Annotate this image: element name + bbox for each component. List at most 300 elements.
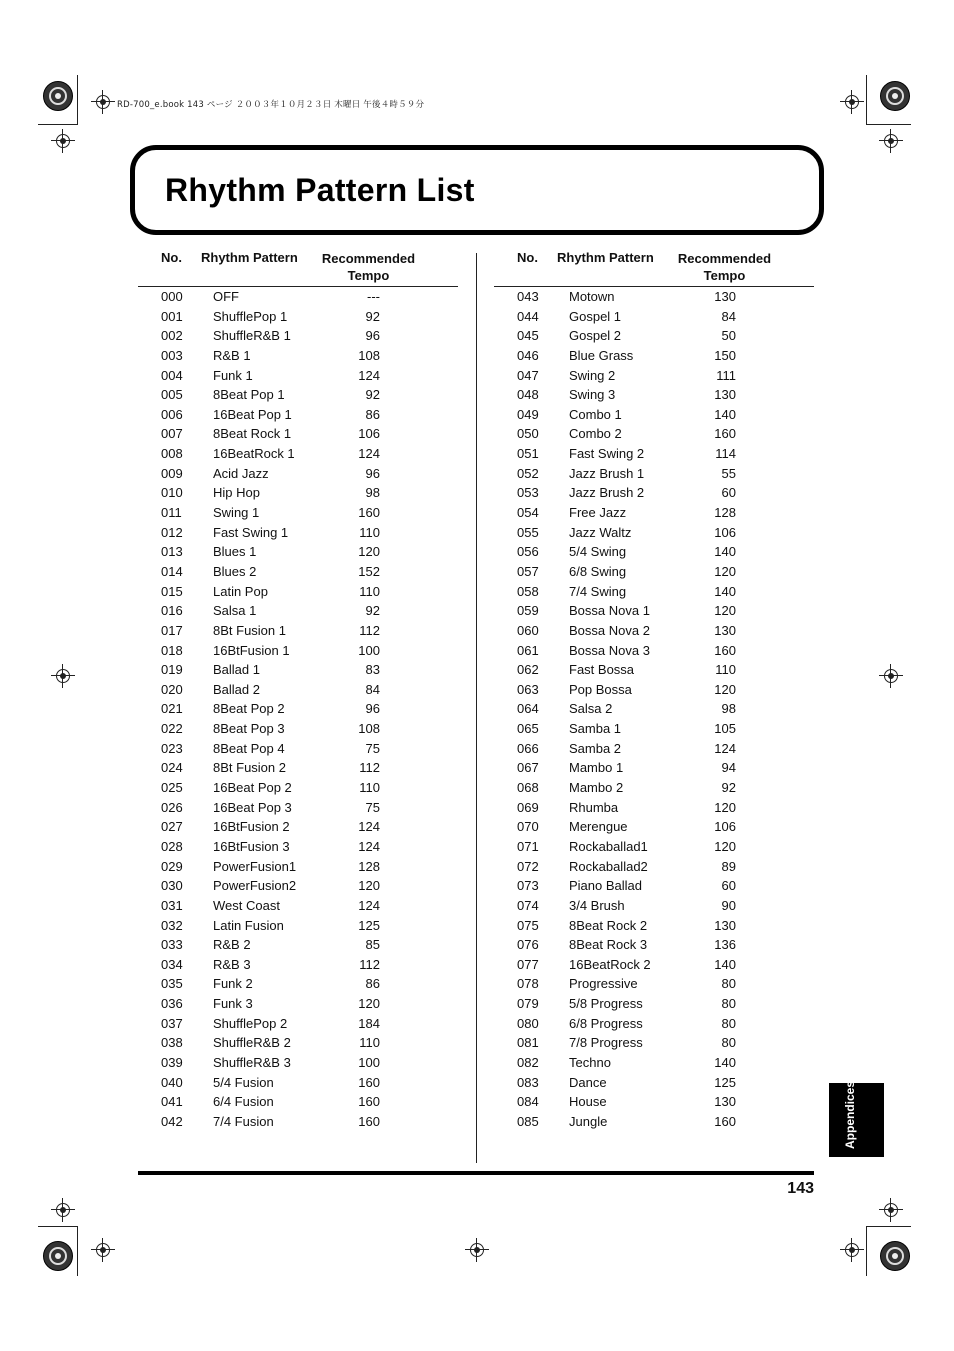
table-row <box>494 1034 814 1054</box>
row-tempo: 160 <box>714 642 736 658</box>
row-number: 022 <box>161 721 183 737</box>
row-number: 049 <box>517 406 539 422</box>
row-tempo: 120 <box>714 681 736 697</box>
row-pattern: Progressive <box>569 976 638 992</box>
crosshair-mark-icon <box>884 134 898 148</box>
row-tempo: 110 <box>359 1035 380 1051</box>
row-tempo: 110 <box>359 524 380 540</box>
table-row <box>138 425 458 445</box>
row-pattern: 8Beat Rock 2 <box>569 917 648 933</box>
row-pattern: 8Bt Fusion 2 <box>213 760 286 776</box>
row-pattern: R&B 1 <box>213 347 251 363</box>
table-row <box>494 642 814 662</box>
table-row <box>138 406 458 426</box>
row-pattern: 7/4 Swing <box>569 583 627 599</box>
table-row <box>138 1015 458 1035</box>
table-row <box>138 445 458 465</box>
row-number: 070 <box>517 819 539 835</box>
row-pattern: Hip Hop <box>213 485 260 501</box>
row-number: 043 <box>517 289 539 304</box>
table-row <box>138 602 458 622</box>
row-pattern: 6/4 Fusion <box>213 1094 274 1110</box>
row-pattern: PowerFusion2 <box>213 878 297 894</box>
table-row <box>494 1015 814 1035</box>
table-row <box>494 877 814 897</box>
row-pattern: Swing 3 <box>569 387 616 403</box>
row-number: 004 <box>161 367 183 383</box>
row-pattern: 8Beat Rock 1 <box>213 426 292 442</box>
row-number: 075 <box>517 917 539 933</box>
table-row <box>138 759 458 779</box>
table-row <box>494 347 814 367</box>
row-pattern: Jazz Waltz <box>569 524 632 540</box>
table-row <box>494 327 814 347</box>
row-pattern: Rockaballad1 <box>569 838 648 854</box>
row-tempo: 125 <box>358 917 380 933</box>
crosshair-mark-icon <box>96 95 110 109</box>
row-pattern: 16BeatRock 1 <box>213 446 295 462</box>
table-row <box>494 445 814 465</box>
table-row <box>138 877 458 897</box>
row-pattern: Jazz Brush 1 <box>569 465 645 481</box>
table-row <box>138 700 458 720</box>
row-pattern: 16Beat Pop 3 <box>213 799 292 815</box>
row-number: 048 <box>517 387 539 403</box>
row-tempo: 75 <box>365 740 380 756</box>
row-number: 053 <box>517 485 539 501</box>
table-row <box>494 524 814 544</box>
row-number: 026 <box>161 799 183 815</box>
crosshair-mark-icon <box>845 95 859 109</box>
row-number: 027 <box>161 819 183 835</box>
table-row <box>494 799 814 819</box>
row-pattern: ShufflePop 1 <box>213 308 288 324</box>
table-row <box>138 563 458 583</box>
row-tempo: 84 <box>365 681 380 697</box>
row-pattern: 8Beat Pop 3 <box>213 721 285 737</box>
row-tempo: 114 <box>715 446 736 462</box>
row-tempo: 140 <box>714 406 736 422</box>
table-row <box>138 720 458 740</box>
row-number: 065 <box>517 721 539 737</box>
row-number: 071 <box>517 838 539 854</box>
table-row <box>494 936 814 956</box>
row-pattern: Funk 1 <box>213 367 253 383</box>
row-number: 074 <box>517 897 539 913</box>
row-tempo: 55 <box>721 465 736 481</box>
row-number: 076 <box>517 937 539 953</box>
row-number: 001 <box>161 308 183 324</box>
row-pattern: Swing 1 <box>213 505 260 521</box>
table-row <box>494 425 814 445</box>
table-row <box>494 1113 814 1133</box>
row-tempo: 86 <box>365 976 380 992</box>
row-number: 003 <box>161 347 183 363</box>
row-pattern: Ballad 2 <box>213 681 260 697</box>
row-number: 015 <box>161 583 183 599</box>
table-row <box>494 386 814 406</box>
row-pattern: ShuffleR&B 3 <box>213 1054 291 1070</box>
crop-line <box>77 1226 78 1276</box>
table-row <box>494 406 814 426</box>
table-row <box>494 1093 814 1113</box>
row-tempo: 124 <box>358 819 380 835</box>
row-pattern: Mambo 1 <box>569 760 624 776</box>
row-number: 025 <box>161 780 183 796</box>
row-number: 031 <box>161 897 183 913</box>
page-number: 143 <box>787 1180 814 1197</box>
registration-target-icon <box>43 81 73 111</box>
row-tempo: 120 <box>358 996 380 1012</box>
table-row <box>494 543 814 563</box>
row-pattern: ShuffleR&B 1 <box>213 328 291 344</box>
row-pattern: Jazz Brush 2 <box>569 485 645 501</box>
crosshair-mark-icon <box>56 669 70 683</box>
row-tempo: 130 <box>714 387 736 403</box>
row-pattern: 6/8 Swing <box>569 563 627 579</box>
table-row <box>138 1093 458 1113</box>
row-pattern: 8Beat Pop 4 <box>213 740 285 756</box>
table-row <box>138 543 458 563</box>
table-row <box>138 975 458 995</box>
row-pattern: 16Beat Pop 1 <box>213 406 292 422</box>
row-pattern: Piano Ballad <box>569 878 642 894</box>
row-number: 000 <box>161 289 183 304</box>
row-tempo: 98 <box>365 485 380 501</box>
row-pattern: Salsa 2 <box>569 701 613 717</box>
header-no: No. <box>161 250 182 265</box>
table-row <box>494 1074 814 1094</box>
row-pattern: 16BtFusion 3 <box>213 838 290 854</box>
row-pattern: Fast Swing 2 <box>569 446 645 462</box>
row-pattern: Funk 3 <box>213 996 253 1012</box>
table-row <box>494 563 814 583</box>
row-number: 047 <box>517 367 539 383</box>
row-tempo: 110 <box>359 583 380 599</box>
row-tempo: 96 <box>365 701 380 717</box>
row-tempo: 140 <box>714 956 736 972</box>
row-number: 059 <box>517 603 539 619</box>
row-pattern: Bossa Nova 2 <box>569 622 650 638</box>
row-tempo: 89 <box>721 858 736 874</box>
row-tempo: 92 <box>365 308 380 324</box>
row-number: 072 <box>517 858 539 874</box>
table-row <box>138 917 458 937</box>
row-tempo: 120 <box>358 878 380 894</box>
page-title: Rhythm Pattern List <box>165 172 475 208</box>
row-pattern: PowerFusion1 <box>213 858 297 874</box>
row-tempo: 110 <box>715 662 736 678</box>
row-tempo: 160 <box>714 1113 736 1129</box>
section-tab <box>829 1080 884 1157</box>
row-pattern: Fast Swing 1 <box>213 524 289 540</box>
table-row <box>138 936 458 956</box>
table-row <box>138 367 458 387</box>
row-number: 024 <box>161 760 183 776</box>
table-row <box>138 583 458 603</box>
table-header <box>494 248 814 287</box>
row-number: 052 <box>517 465 539 481</box>
row-tempo: 75 <box>365 799 380 815</box>
table-row <box>138 995 458 1015</box>
table-row <box>494 779 814 799</box>
row-pattern: Rhumba <box>569 799 619 815</box>
crosshair-mark-icon <box>884 669 898 683</box>
row-number: 055 <box>517 524 539 540</box>
row-tempo: 80 <box>721 976 736 992</box>
row-tempo: 112 <box>359 760 380 776</box>
row-number: 058 <box>517 583 539 599</box>
row-number: 005 <box>161 387 183 403</box>
row-number: 062 <box>517 662 539 678</box>
registration-target-icon <box>43 1241 73 1271</box>
header-tempo: Recommended Tempo <box>321 251 416 283</box>
row-number: 021 <box>161 701 183 717</box>
row-number: 036 <box>161 996 183 1012</box>
row-pattern: 5/4 Fusion <box>213 1074 274 1090</box>
table-row <box>138 386 458 406</box>
table-row <box>494 818 814 838</box>
row-tempo: 150 <box>714 347 736 363</box>
table-row <box>138 779 458 799</box>
row-pattern: Fast Bossa <box>569 662 635 678</box>
row-number: 068 <box>517 780 539 796</box>
table-row <box>494 858 814 878</box>
row-tempo: 92 <box>365 603 380 619</box>
crosshair-mark-icon <box>884 1203 898 1217</box>
row-pattern: Free Jazz <box>569 505 627 521</box>
section-tab-label: Appendices <box>843 1080 857 1149</box>
row-number: 039 <box>161 1054 183 1070</box>
row-number: 056 <box>517 544 539 560</box>
column-divider <box>476 253 477 1163</box>
row-number: 037 <box>161 1015 183 1031</box>
crop-line <box>38 124 78 125</box>
row-pattern: Combo 2 <box>569 426 622 442</box>
row-number: 010 <box>161 485 183 501</box>
row-tempo: 50 <box>721 328 736 344</box>
crop-line <box>866 124 911 125</box>
row-number: 002 <box>161 328 183 344</box>
row-tempo: --- <box>367 289 380 304</box>
row-number: 083 <box>517 1074 539 1090</box>
header-tempo: Recommended Tempo <box>677 251 772 283</box>
row-tempo: 160 <box>714 426 736 442</box>
row-tempo: 60 <box>721 878 736 894</box>
row-tempo: 80 <box>721 1015 736 1031</box>
row-pattern: Salsa 1 <box>213 603 257 619</box>
table-row <box>138 308 458 328</box>
row-tempo: 112 <box>359 622 380 638</box>
table-row <box>494 917 814 937</box>
row-tempo: 84 <box>721 308 736 324</box>
row-number: 067 <box>517 760 539 776</box>
row-tempo: 60 <box>721 485 736 501</box>
row-tempo: 128 <box>714 505 736 521</box>
row-tempo: 130 <box>714 289 736 304</box>
row-tempo: 100 <box>358 1054 380 1070</box>
row-pattern: 5/8 Progress <box>569 996 643 1012</box>
row-number: 020 <box>161 681 183 697</box>
row-pattern: House <box>569 1094 607 1110</box>
table-row <box>494 1054 814 1074</box>
row-tempo: 120 <box>714 838 736 854</box>
row-tempo: 111 <box>716 367 736 383</box>
crosshair-mark-icon <box>845 1243 859 1257</box>
row-tempo: 105 <box>714 721 736 737</box>
row-pattern: 16BtFusion 2 <box>213 819 290 835</box>
row-pattern: Latin Pop <box>213 583 268 599</box>
table-row <box>494 602 814 622</box>
row-tempo: 80 <box>721 1035 736 1051</box>
row-pattern: Rockaballad2 <box>569 858 648 874</box>
row-number: 018 <box>161 642 183 658</box>
row-number: 079 <box>517 996 539 1012</box>
table-row <box>494 700 814 720</box>
table-row <box>138 740 458 760</box>
row-number: 080 <box>517 1015 539 1031</box>
rhythm-table-right <box>494 248 814 1133</box>
row-number: 069 <box>517 799 539 815</box>
row-pattern: Samba 2 <box>569 740 622 756</box>
row-tempo: 94 <box>721 760 736 776</box>
row-tempo: 160 <box>358 1113 380 1129</box>
row-tempo: 124 <box>358 897 380 913</box>
row-tempo: 96 <box>365 328 380 344</box>
row-number: 035 <box>161 976 183 992</box>
row-pattern: 5/4 Swing <box>569 544 627 560</box>
row-number: 023 <box>161 740 183 756</box>
row-pattern: Pop Bossa <box>569 681 632 697</box>
row-tempo: 108 <box>358 721 380 737</box>
row-tempo: 98 <box>721 701 736 717</box>
file-info-header: RD-700_e.book 143 ページ ２００３年１０月２３日 木曜日 午後４時５９分 <box>117 100 425 110</box>
footer-rule <box>138 1171 814 1175</box>
table-row <box>494 465 814 485</box>
row-tempo: 90 <box>721 897 736 913</box>
row-number: 006 <box>161 406 183 422</box>
row-number: 063 <box>517 681 539 697</box>
table-row <box>494 720 814 740</box>
table-row <box>494 995 814 1015</box>
row-tempo: 106 <box>714 524 736 540</box>
row-pattern: 16BtFusion 1 <box>213 642 290 658</box>
row-pattern: Techno <box>569 1054 611 1070</box>
header-no: No. <box>517 250 538 265</box>
crosshair-mark-icon <box>470 1243 484 1257</box>
crosshair-mark-icon <box>56 134 70 148</box>
row-number: 078 <box>517 976 539 992</box>
row-number: 019 <box>161 662 183 678</box>
table-row <box>138 858 458 878</box>
row-pattern: 7/8 Progress <box>569 1035 643 1051</box>
table-header <box>138 248 458 287</box>
row-number: 014 <box>161 563 183 579</box>
row-number: 044 <box>517 308 539 324</box>
table-row <box>138 1054 458 1074</box>
row-tempo: 140 <box>714 1054 736 1070</box>
row-number: 073 <box>517 878 539 894</box>
header-pattern: Rhythm Pattern <box>557 250 654 265</box>
table-row <box>138 504 458 524</box>
crop-line <box>38 1226 78 1227</box>
table-row <box>138 327 458 347</box>
row-pattern: Funk 2 <box>213 976 253 992</box>
row-tempo: 160 <box>358 1074 380 1090</box>
table-row <box>494 838 814 858</box>
row-number: 046 <box>517 347 539 363</box>
row-number: 064 <box>517 701 539 717</box>
row-pattern: Blue Grass <box>569 347 634 363</box>
row-number: 051 <box>517 446 539 462</box>
title-box <box>130 145 824 235</box>
row-tempo: 112 <box>359 956 380 972</box>
table-row <box>494 740 814 760</box>
table-row <box>494 504 814 524</box>
table-row <box>138 681 458 701</box>
row-pattern: Bossa Nova 3 <box>569 642 650 658</box>
table-row <box>138 484 458 504</box>
row-pattern: Swing 2 <box>569 367 616 383</box>
row-pattern: Dance <box>569 1074 607 1090</box>
table-row <box>138 288 458 308</box>
row-tempo: 130 <box>714 917 736 933</box>
row-tempo: 136 <box>714 937 736 953</box>
row-number: 060 <box>517 622 539 638</box>
table-row <box>138 1113 458 1133</box>
table-row <box>494 975 814 995</box>
crop-line <box>866 1226 867 1276</box>
row-pattern: 7/4 Fusion <box>213 1113 274 1129</box>
row-pattern: 8Beat Pop 2 <box>213 701 285 717</box>
row-pattern: Blues 2 <box>213 563 257 579</box>
row-tempo: 130 <box>714 622 736 638</box>
table-body <box>494 288 814 1133</box>
row-pattern: R&B 3 <box>213 956 251 972</box>
crosshair-mark-icon <box>56 1203 70 1217</box>
row-pattern: Blues 1 <box>213 544 257 560</box>
row-number: 085 <box>517 1113 539 1129</box>
row-tempo: 124 <box>714 740 736 756</box>
row-pattern: Ballad 1 <box>213 662 260 678</box>
row-pattern: Bossa Nova 1 <box>569 603 650 619</box>
row-tempo: 152 <box>358 563 380 579</box>
row-tempo: 184 <box>358 1015 380 1031</box>
row-pattern: ShuffleR&B 2 <box>213 1035 291 1051</box>
table-row <box>494 956 814 976</box>
row-pattern: Samba 1 <box>569 721 622 737</box>
row-pattern: 8Bt Fusion 1 <box>213 622 286 638</box>
table-row <box>494 288 814 308</box>
row-tempo: 130 <box>714 1094 736 1110</box>
row-number: 032 <box>161 917 183 933</box>
crop-line <box>77 75 78 125</box>
row-number: 034 <box>161 956 183 972</box>
row-tempo: 85 <box>365 937 380 953</box>
row-pattern: ShufflePop 2 <box>213 1015 288 1031</box>
table-row <box>494 897 814 917</box>
crosshair-mark-icon <box>96 1243 110 1257</box>
table-row <box>138 818 458 838</box>
table-row <box>494 681 814 701</box>
row-number: 040 <box>161 1074 183 1090</box>
row-number: 013 <box>161 544 183 560</box>
row-tempo: 120 <box>358 544 380 560</box>
table-row <box>138 838 458 858</box>
table-row <box>494 622 814 642</box>
row-pattern: OFF <box>213 289 239 304</box>
table-row <box>138 465 458 485</box>
